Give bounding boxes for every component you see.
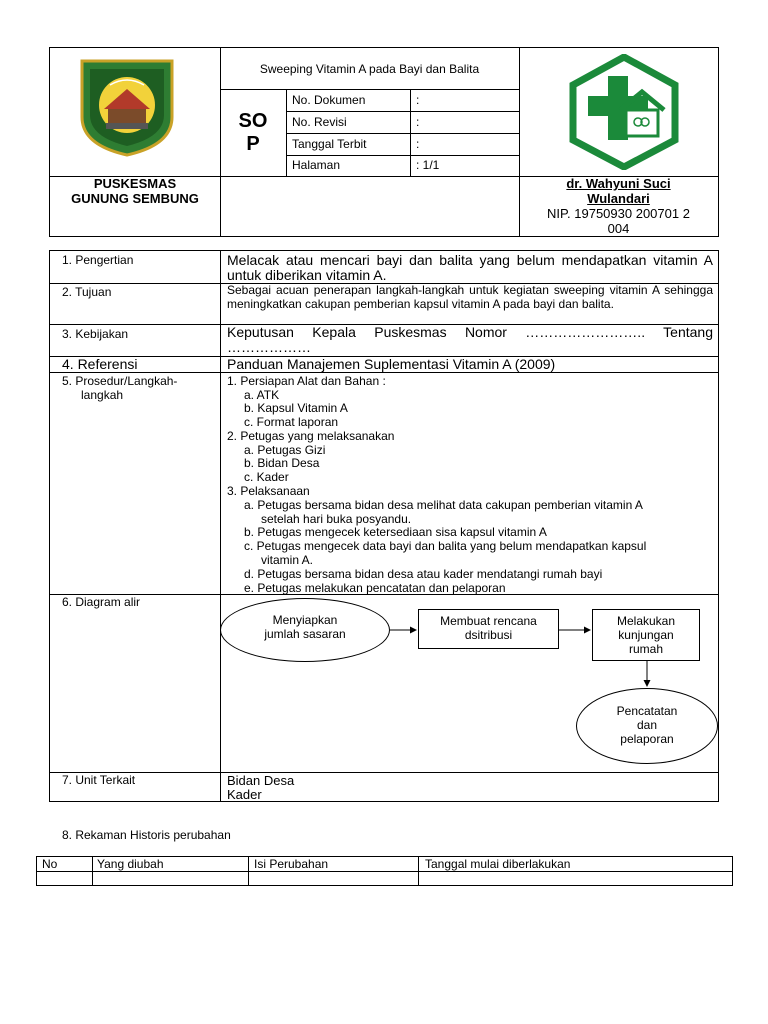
procedure-step: c. Kader: [244, 470, 289, 484]
history-col-tanggal: Tanggal mulai diberlakukan: [425, 857, 571, 871]
procedure-step: setelah hari buka posyandu.: [261, 512, 412, 526]
field-label-halaman: Halaman: [292, 158, 341, 172]
text-referensi: Panduan Manajemen Suplementasi Vitamin A (2009): [227, 356, 556, 372]
field-value-no-dokumen: :: [416, 93, 420, 107]
field-value-tanggal-terbit: :: [416, 137, 420, 151]
procedure-step: b. Petugas mengecek ketersediaan sisa kapsul vitamin A: [244, 525, 547, 539]
signer-nip-line2: 004: [607, 221, 630, 236]
procedure-step: d. Petugas bersama bidan desa atau kader mendatangi rumah bayi: [244, 567, 603, 581]
signer-name-line2: Wulandari: [587, 191, 650, 206]
sop-title: Sweeping Vitamin A pada Bayi dan Balita: [259, 62, 480, 76]
field-label-no-dokumen: No. Dokumen: [292, 93, 366, 107]
procedure-step: 3. Pelaksanaan: [227, 484, 310, 498]
history-col-yang-diubah: Yang diubah: [97, 857, 164, 871]
flow-node-text: dsitribusi: [464, 628, 513, 642]
field-value-halaman: : 1/1: [416, 158, 440, 172]
procedure-step: b. Bidan Desa: [244, 456, 320, 470]
procedure-step: a. ATK: [244, 388, 280, 402]
text-tujuan: Sebagai acuan penerapan langkah-langkah untuk kegiatan sweeping vitamin A sehingga meningkatkan cakupan pemberian kapsul vitamin A pada bayi dan balita.: [227, 283, 713, 311]
label-diagram-alir: 6. Diagram alir: [62, 595, 141, 609]
history-col-no: No: [42, 857, 58, 871]
flow-arrows: [50, 251, 718, 801]
procedure-step: e. Petugas melakukan pencatatan dan pelaporan: [244, 581, 506, 595]
procedure-step: vitamin A.: [261, 553, 314, 567]
label-referensi: 4. Referensi: [62, 356, 138, 372]
puskesmas-logo: [78, 57, 176, 157]
field-label-tanggal-terbit: Tanggal Terbit: [292, 137, 367, 151]
text-pengertian: Melacak atau mencari bayi dan balita yang belum mendapatkan vitamin A untuk diberikan vitamin A.: [227, 252, 713, 283]
history-title: 8. Rekaman Historis perubahan: [62, 828, 231, 842]
flow-node-text: rumah: [628, 642, 663, 656]
procedure-step: c. Format laporan: [244, 415, 339, 429]
label-unit-terkait: 7. Unit Terkait: [62, 773, 136, 787]
label-tujuan: 2. Tujuan: [62, 285, 112, 299]
flow-node-text: Pencatatan: [616, 704, 678, 718]
field-label-no-revisi: No. Revisi: [292, 115, 347, 129]
history-table: [36, 856, 733, 886]
flow-node-text: pelaporan: [620, 732, 674, 746]
procedure-step: 1. Persiapan Alat dan Bahan :: [227, 374, 386, 388]
procedure-step: a. Petugas bersama bidan desa melihat data cakupan pemberian vitamin A: [244, 498, 643, 512]
unit-terkait-line2: Kader: [227, 787, 262, 802]
flow-node-text: kunjungan: [618, 628, 674, 642]
unit-terkait-line1: Bidan Desa: [227, 773, 295, 788]
org-name-line1: PUSKESMAS: [93, 176, 177, 191]
label-pengertian: 1. Pengertian: [62, 253, 134, 267]
procedure-step: 2. Petugas yang melaksanakan: [227, 429, 395, 443]
history-col-isi-perubahan: Isi Perubahan: [254, 857, 329, 871]
flow-node-text: jumlah sasaran: [264, 627, 346, 641]
sop-header: [49, 47, 719, 237]
procedure-step: c. Petugas mengecek data bayi dan balita yang belum mendapatkan kapsul: [244, 539, 647, 553]
procedure-step: a. Petugas Gizi: [244, 443, 326, 457]
health-logo: [568, 54, 680, 170]
flow-node-text: Menyiapkan: [272, 613, 338, 627]
label-prosedur-line2: langkah: [81, 388, 124, 402]
flow-node-text: dan: [636, 718, 658, 732]
signer-name-line1: dr. Wahyuni Suci: [566, 176, 671, 191]
flow-node-text: Membuat rencana: [440, 614, 537, 628]
text-kebijakan: Keputusan Kepala Puskesmas Nomor …………………….. Tentang ………………: [227, 324, 713, 355]
signer-nip-line1: NIP. 19750930 200701 2: [547, 206, 690, 221]
org-name-line2: GUNUNG SEMBUNG: [71, 191, 199, 206]
procedure-step: b. Kapsul Vitamin A: [244, 401, 348, 415]
flow-node-text: Melakukan: [616, 614, 676, 628]
label-kebijakan: 3. Kebijakan: [62, 327, 129, 341]
sop-content-table: [49, 250, 719, 802]
label-prosedur-line1: 5. Prosedur/Langkah-: [62, 374, 178, 388]
sop-label: SO P: [238, 110, 268, 155]
field-value-no-revisi: :: [416, 115, 420, 129]
